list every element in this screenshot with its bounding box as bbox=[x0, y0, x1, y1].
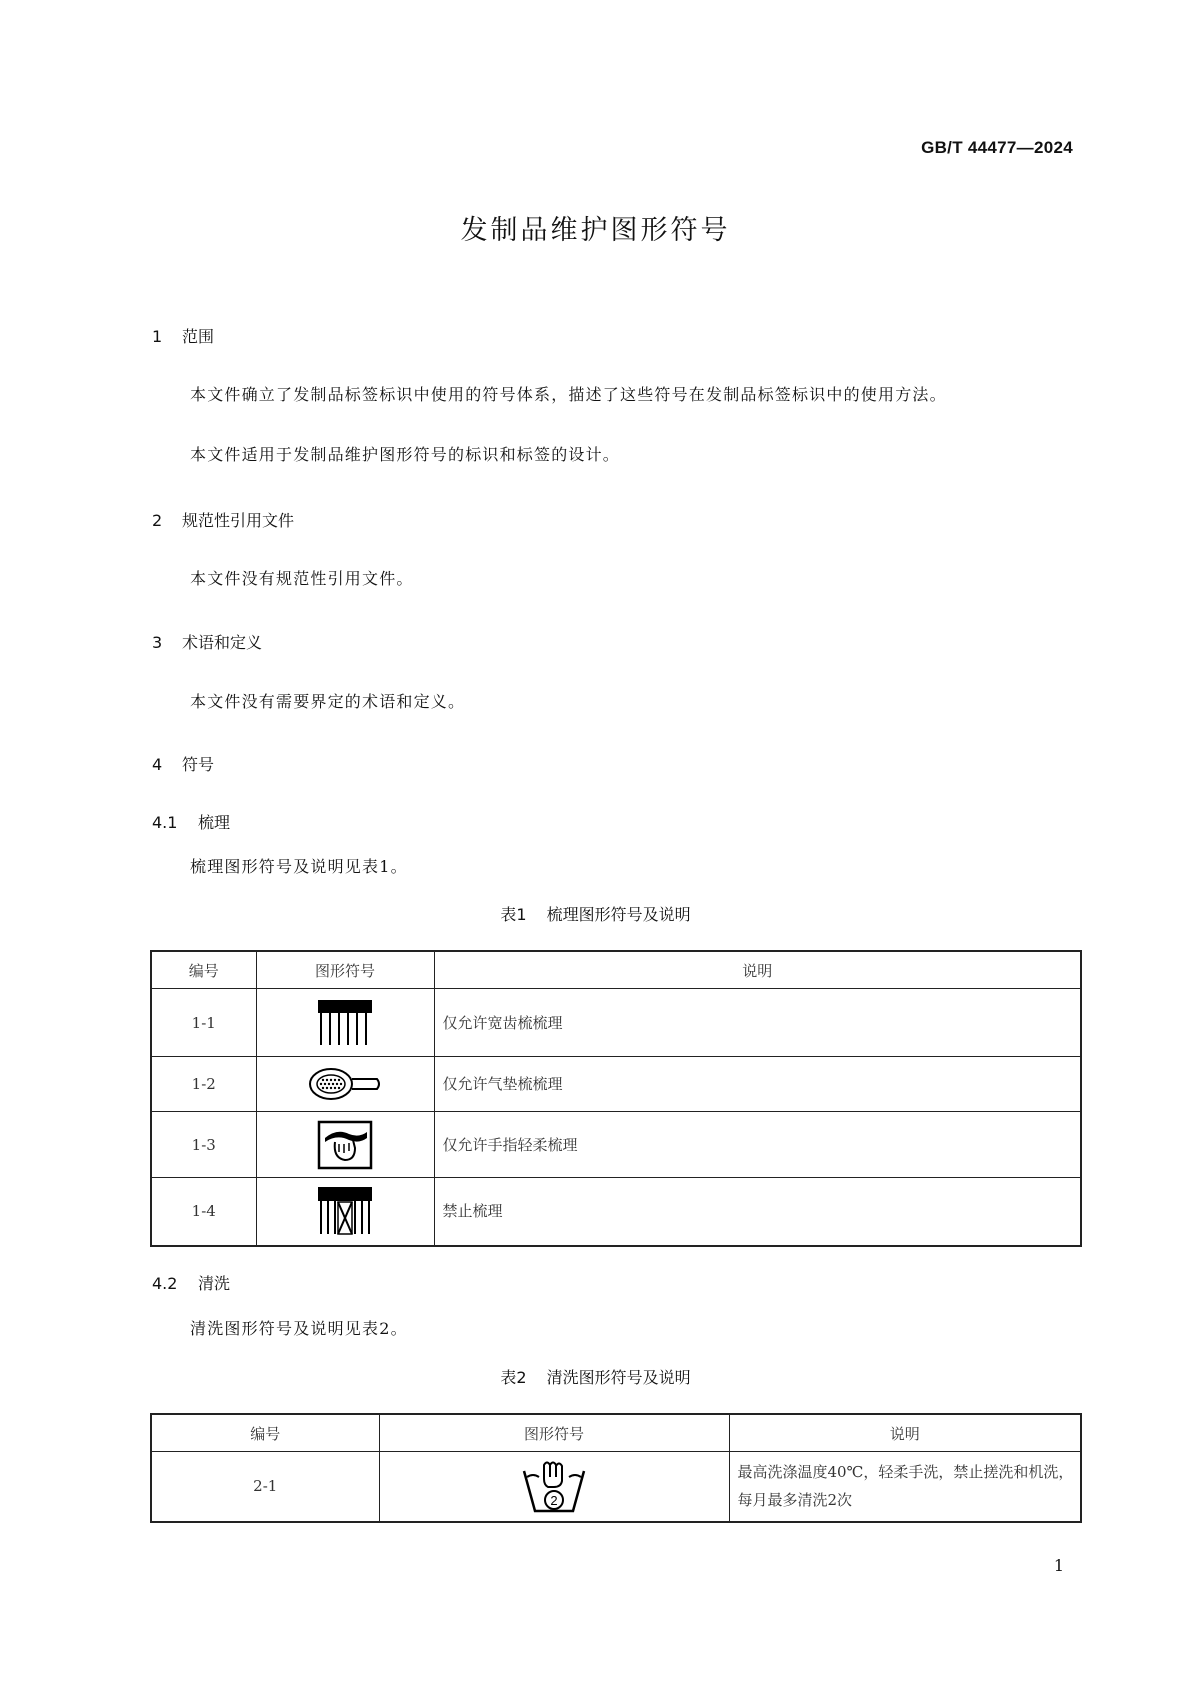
section-number: 1 bbox=[152, 327, 163, 346]
column-header: 说明 bbox=[434, 951, 1081, 989]
section-1-heading bbox=[152, 324, 214, 347]
section-4-2-heading bbox=[152, 1271, 230, 1294]
page-number: 1 bbox=[1053, 1556, 1064, 1575]
table-row bbox=[151, 1452, 1081, 1522]
wide-tooth-comb-icon bbox=[315, 997, 375, 1049]
row-id: 1-2 bbox=[151, 1057, 256, 1112]
row-description: 仅允许宽齿梳梳理 bbox=[434, 989, 1081, 1057]
section-1-paragraph-1: 本文件确立了发制品标签标识中使用的符号体系，描述了这些符号在发制品标签标识中的使用方法。 bbox=[190, 385, 947, 404]
table-1-caption: 表1 梳理图形符号及说明 bbox=[500, 905, 691, 924]
row-description: 最高洗涤温度40℃，轻柔手洗，禁止搓洗和机洗，每月最多清洗2次 bbox=[729, 1452, 1081, 1522]
cushion-brush-icon bbox=[307, 1066, 383, 1102]
table-row bbox=[151, 1057, 1081, 1112]
section-4-2-paragraph: 清洗图形符号及说明见表2。 bbox=[190, 1319, 408, 1338]
section-number: 2 bbox=[152, 511, 163, 530]
table-2 bbox=[150, 1413, 1082, 1523]
section-3-paragraph: 本文件没有需要界定的术语和定义。 bbox=[190, 692, 466, 711]
section-number: 4.2 bbox=[152, 1274, 178, 1293]
column-header: 编号 bbox=[151, 1414, 379, 1452]
finger-comb-icon bbox=[317, 1120, 373, 1170]
column-header: 图形符号 bbox=[256, 951, 434, 989]
section-title: 梳理 bbox=[198, 813, 231, 832]
section-title: 符号 bbox=[182, 755, 215, 774]
document-title: 发制品维护图形符号 bbox=[460, 215, 731, 246]
section-1-paragraph-2: 本文件适用于发制品维护图形符号的标识和标签的设计。 bbox=[190, 445, 621, 464]
section-number: 4.1 bbox=[152, 813, 178, 832]
section-3-heading bbox=[152, 630, 262, 653]
row-description: 仅允许手指轻柔梳理 bbox=[434, 1112, 1081, 1178]
no-comb-icon bbox=[315, 1184, 375, 1238]
section-title: 术语和定义 bbox=[182, 633, 263, 652]
row-id: 1-3 bbox=[151, 1112, 256, 1178]
section-title: 清洗 bbox=[198, 1274, 231, 1293]
column-header: 图形符号 bbox=[379, 1414, 729, 1452]
section-number: 4 bbox=[152, 755, 163, 774]
row-id: 2-1 bbox=[151, 1452, 379, 1522]
column-header: 说明 bbox=[729, 1414, 1081, 1452]
table-header-row bbox=[151, 951, 1081, 989]
table-row bbox=[151, 1178, 1081, 1246]
section-number: 3 bbox=[152, 633, 163, 652]
standard-number: GB/T 44477—2024 bbox=[921, 138, 1073, 157]
hand-wash-icon bbox=[521, 1457, 587, 1515]
section-4-1-heading bbox=[152, 810, 230, 833]
table-1 bbox=[150, 950, 1082, 1247]
row-id: 1-4 bbox=[151, 1178, 256, 1246]
column-header: 编号 bbox=[151, 951, 256, 989]
table-row bbox=[151, 989, 1081, 1057]
section-4-1-paragraph: 梳理图形符号及说明见表1。 bbox=[190, 857, 408, 876]
wash-count-badge: 2 bbox=[550, 1493, 558, 1509]
section-2-heading bbox=[152, 508, 294, 531]
section-2-paragraph: 本文件没有规范性引用文件。 bbox=[190, 569, 414, 588]
table-row bbox=[151, 1112, 1081, 1178]
table-2-caption: 表2 清洗图形符号及说明 bbox=[500, 1368, 691, 1387]
row-description: 仅允许气垫梳梳理 bbox=[434, 1057, 1081, 1112]
section-title: 范围 bbox=[182, 327, 215, 346]
row-id: 1-1 bbox=[151, 989, 256, 1057]
row-description: 禁止梳理 bbox=[434, 1178, 1081, 1246]
section-4-heading bbox=[152, 752, 214, 775]
table-header-row bbox=[151, 1414, 1081, 1452]
section-title: 规范性引用文件 bbox=[182, 511, 295, 530]
